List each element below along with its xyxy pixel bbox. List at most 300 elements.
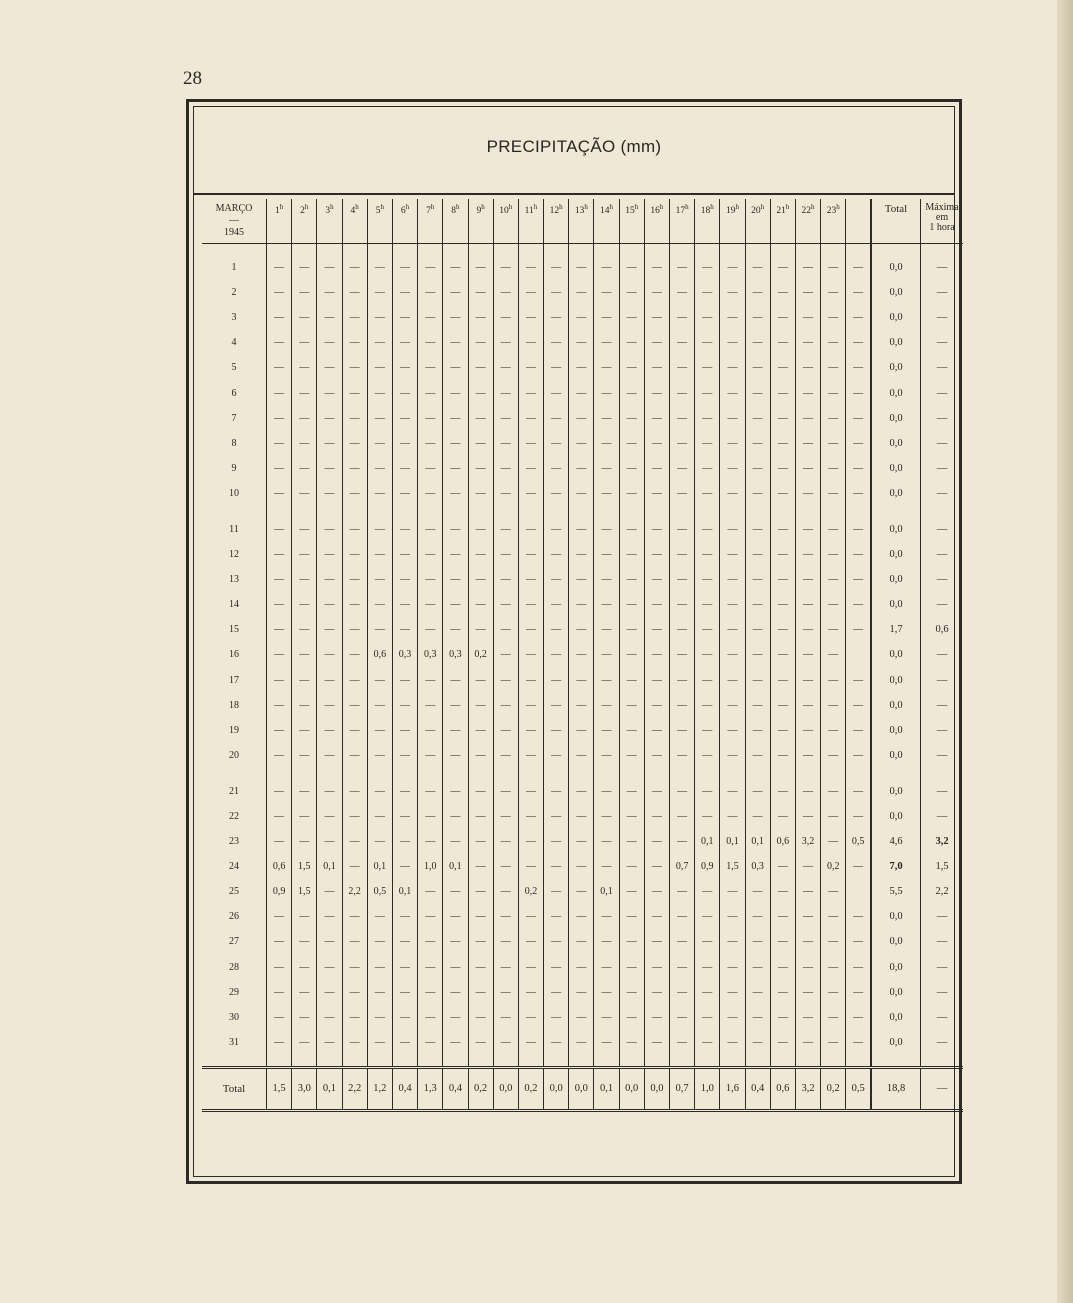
hour-header: 14$^h$ bbox=[594, 199, 619, 244]
hour-cell: — bbox=[292, 804, 317, 829]
hour-header: 18$^h$ bbox=[695, 199, 720, 244]
hour-cell: — bbox=[443, 431, 468, 456]
hour-cell bbox=[846, 879, 871, 904]
hour-cell: — bbox=[443, 829, 468, 854]
hour-cell: — bbox=[795, 406, 820, 431]
totals-label: Total bbox=[202, 1067, 267, 1110]
hour-cell: — bbox=[670, 330, 695, 355]
max-hour-cell: — bbox=[921, 355, 964, 380]
hour-cell: — bbox=[518, 1005, 543, 1030]
hour-cell: — bbox=[518, 406, 543, 431]
hour-cell: — bbox=[695, 542, 720, 567]
hour-cell: — bbox=[342, 668, 367, 693]
hour-cell: — bbox=[745, 668, 770, 693]
hour-cell: — bbox=[745, 693, 770, 718]
hour-cell: — bbox=[770, 779, 795, 804]
hour-total-cell: 1,5 bbox=[267, 1067, 292, 1110]
table-row bbox=[202, 280, 963, 305]
max-hour-cell: — bbox=[921, 280, 964, 305]
hour-cell: — bbox=[795, 1030, 820, 1055]
hour-cell: — bbox=[392, 406, 417, 431]
hour-cell: — bbox=[745, 517, 770, 542]
hour-cell: — bbox=[468, 517, 493, 542]
hour-cell: — bbox=[292, 431, 317, 456]
hour-cell: — bbox=[493, 567, 518, 592]
hour-cell: — bbox=[267, 431, 292, 456]
hour-cell: — bbox=[846, 481, 871, 506]
hour-cell: — bbox=[619, 668, 644, 693]
hour-cell: — bbox=[846, 517, 871, 542]
hour-cell: — bbox=[493, 355, 518, 380]
hour-cell: — bbox=[292, 955, 317, 980]
hour-cell: — bbox=[443, 542, 468, 567]
hour-cell: — bbox=[342, 255, 367, 280]
hour-cell: — bbox=[670, 980, 695, 1005]
hour-header: 5$^h$ bbox=[367, 199, 392, 244]
hour-cell: — bbox=[317, 779, 342, 804]
hour-cell: — bbox=[720, 743, 745, 768]
hour-cell: — bbox=[518, 431, 543, 456]
hour-cell: — bbox=[821, 693, 846, 718]
hour-cell: — bbox=[720, 481, 745, 506]
hour-cell: — bbox=[569, 456, 594, 481]
hour-cell: — bbox=[795, 718, 820, 743]
hour-cell: — bbox=[569, 1005, 594, 1030]
hour-cell: — bbox=[619, 255, 644, 280]
total-cell: 0,0 bbox=[871, 693, 921, 718]
hour-cell: — bbox=[518, 542, 543, 567]
table-row bbox=[202, 854, 963, 879]
hour-cell: — bbox=[821, 1005, 846, 1030]
table-row bbox=[202, 456, 963, 481]
hour-total-cell: 0,2 bbox=[518, 1067, 543, 1110]
hour-cell: — bbox=[569, 829, 594, 854]
hour-cell: — bbox=[292, 481, 317, 506]
hour-cell: — bbox=[468, 431, 493, 456]
max-hour-cell: — bbox=[921, 1005, 964, 1030]
hour-cell: — bbox=[770, 804, 795, 829]
max-hour-header bbox=[921, 199, 964, 244]
spacer-row bbox=[202, 768, 963, 779]
hour-cell: — bbox=[846, 929, 871, 954]
hour-cell: — bbox=[493, 255, 518, 280]
hour-cell: — bbox=[619, 481, 644, 506]
hour-cell: — bbox=[594, 355, 619, 380]
hour-cell: — bbox=[518, 517, 543, 542]
hour-cell: — bbox=[795, 980, 820, 1005]
hour-cell: — bbox=[846, 617, 871, 642]
hour-cell: — bbox=[342, 693, 367, 718]
precipitation-table bbox=[202, 199, 963, 1112]
hour-cell: — bbox=[569, 380, 594, 405]
hour-cell: — bbox=[770, 456, 795, 481]
hour-header: 15$^h$ bbox=[619, 199, 644, 244]
hour-cell: — bbox=[594, 854, 619, 879]
spacer-row bbox=[202, 1055, 963, 1068]
hour-cell: — bbox=[670, 904, 695, 929]
hour-cell: — bbox=[720, 904, 745, 929]
hour-cell: — bbox=[644, 904, 669, 929]
hour-cell: — bbox=[544, 592, 569, 617]
hour-cell: — bbox=[518, 330, 543, 355]
hour-cell: — bbox=[619, 280, 644, 305]
hour-cell: — bbox=[795, 779, 820, 804]
hour-cell: 0,3 bbox=[745, 854, 770, 879]
hour-cell: — bbox=[795, 668, 820, 693]
hour-cell: — bbox=[367, 305, 392, 330]
hour-cell: — bbox=[292, 980, 317, 1005]
hour-cell: — bbox=[569, 955, 594, 980]
hour-cell: — bbox=[846, 743, 871, 768]
hour-cell: — bbox=[544, 542, 569, 567]
hour-cell: — bbox=[317, 305, 342, 330]
hour-cell: — bbox=[418, 380, 443, 405]
hour-cell: — bbox=[342, 481, 367, 506]
hour-cell: — bbox=[695, 280, 720, 305]
hour-cell: — bbox=[770, 743, 795, 768]
hour-cell: — bbox=[695, 431, 720, 456]
hour-cell: — bbox=[544, 718, 569, 743]
hour-cell: — bbox=[367, 592, 392, 617]
hour-cell: 0,1 bbox=[443, 854, 468, 879]
table-frame-inner bbox=[193, 106, 959, 1177]
hour-cell: — bbox=[292, 779, 317, 804]
hour-cell: 0,6 bbox=[367, 642, 392, 667]
hour-cell: — bbox=[846, 280, 871, 305]
hour-total-cell: 0,4 bbox=[443, 1067, 468, 1110]
hour-cell: — bbox=[518, 456, 543, 481]
hour-cell: — bbox=[594, 1005, 619, 1030]
hour-cell: — bbox=[544, 481, 569, 506]
hour-cell: — bbox=[267, 693, 292, 718]
hour-cell: — bbox=[619, 542, 644, 567]
hour-cell: — bbox=[644, 1030, 669, 1055]
hour-cell: — bbox=[745, 542, 770, 567]
hour-cell: — bbox=[544, 743, 569, 768]
day-cell: 18 bbox=[229, 699, 239, 711]
hour-cell: — bbox=[544, 693, 569, 718]
hour-cell: — bbox=[367, 330, 392, 355]
hour-cell bbox=[846, 642, 871, 667]
hour-cell: — bbox=[644, 305, 669, 330]
day-cell: 9 bbox=[231, 462, 237, 474]
day-cell: 11 bbox=[229, 523, 239, 535]
hour-cell: — bbox=[594, 431, 619, 456]
day-cell: 14 bbox=[229, 599, 239, 611]
hour-cell: — bbox=[317, 829, 342, 854]
day-cell: 16 bbox=[229, 649, 239, 661]
total-cell: 1,7 bbox=[871, 617, 921, 642]
hour-cell: — bbox=[292, 617, 317, 642]
hour-cell: — bbox=[745, 642, 770, 667]
hour-cell: — bbox=[292, 567, 317, 592]
grand-max-cell: — bbox=[921, 1067, 964, 1110]
max-hour-cell: — bbox=[921, 779, 964, 804]
table-row bbox=[202, 406, 963, 431]
hour-cell: — bbox=[367, 406, 392, 431]
hour-cell: — bbox=[745, 804, 770, 829]
hour-cell: — bbox=[770, 355, 795, 380]
hour-cell: 0,2 bbox=[468, 642, 493, 667]
hour-cell: — bbox=[821, 355, 846, 380]
total-cell: 0,0 bbox=[871, 1030, 921, 1055]
hour-cell: — bbox=[670, 567, 695, 592]
hour-cell: — bbox=[292, 280, 317, 305]
hour-header: 21$^h$ bbox=[770, 199, 795, 244]
hour-cell: — bbox=[443, 355, 468, 380]
hour-cell: — bbox=[821, 280, 846, 305]
hour-header: 3$^h$ bbox=[317, 199, 342, 244]
table-row bbox=[202, 743, 963, 768]
max-hour-cell: — bbox=[921, 668, 964, 693]
hour-cell: — bbox=[720, 642, 745, 667]
hour-cell: — bbox=[795, 854, 820, 879]
max-hour-cell: — bbox=[921, 980, 964, 1005]
hour-cell: 0,7 bbox=[670, 854, 695, 879]
hour-cell: — bbox=[342, 542, 367, 567]
hour-cell: — bbox=[493, 305, 518, 330]
max-hour-cell: — bbox=[921, 255, 964, 280]
hour-total-cell: 1,3 bbox=[418, 1067, 443, 1110]
hour-cell: — bbox=[821, 456, 846, 481]
hour-cell: — bbox=[544, 617, 569, 642]
hour-cell: — bbox=[342, 617, 367, 642]
table-row bbox=[202, 517, 963, 542]
hour-cell: — bbox=[594, 718, 619, 743]
hour-cell: — bbox=[569, 642, 594, 667]
hour-cell: — bbox=[770, 904, 795, 929]
hour-cell: — bbox=[518, 904, 543, 929]
hour-cell: — bbox=[418, 955, 443, 980]
hour-cell: — bbox=[695, 642, 720, 667]
hour-cell: — bbox=[670, 431, 695, 456]
hour-cell: — bbox=[443, 481, 468, 506]
hour-cell: — bbox=[493, 481, 518, 506]
hour-cell: — bbox=[518, 642, 543, 667]
hour-cell: — bbox=[821, 804, 846, 829]
hour-cell: — bbox=[267, 929, 292, 954]
hour-cell: — bbox=[518, 481, 543, 506]
hour-cell: — bbox=[267, 330, 292, 355]
day-cell: 26 bbox=[229, 911, 239, 923]
hour-cell: — bbox=[644, 693, 669, 718]
hour-cell: — bbox=[418, 431, 443, 456]
hour-cell: — bbox=[670, 955, 695, 980]
table-row bbox=[202, 255, 963, 280]
hour-cell: — bbox=[821, 617, 846, 642]
hour-cell: — bbox=[392, 1030, 417, 1055]
hour-cell: — bbox=[267, 1030, 292, 1055]
hour-cell: — bbox=[468, 718, 493, 743]
hour-cell: — bbox=[644, 980, 669, 1005]
hour-cell: — bbox=[342, 567, 367, 592]
hour-cell: — bbox=[770, 718, 795, 743]
hour-cell: — bbox=[594, 255, 619, 280]
max-hour-cell: — bbox=[921, 406, 964, 431]
hour-cell: — bbox=[367, 1030, 392, 1055]
hour-cell: 0,3 bbox=[418, 642, 443, 667]
hour-cell: — bbox=[745, 743, 770, 768]
hour-cell: — bbox=[443, 380, 468, 405]
total-cell: 0,0 bbox=[871, 431, 921, 456]
hour-cell: — bbox=[644, 879, 669, 904]
hour-cell: — bbox=[594, 955, 619, 980]
hour-cell: — bbox=[392, 693, 417, 718]
table-row bbox=[202, 829, 963, 854]
max-hour-cell: — bbox=[921, 592, 964, 617]
day-cell: 6 bbox=[231, 387, 237, 399]
hour-cell: — bbox=[342, 456, 367, 481]
hour-cell: — bbox=[821, 517, 846, 542]
hour-header: 4$^h$ bbox=[342, 199, 367, 244]
grand-total-cell: 18,8 bbox=[871, 1067, 921, 1110]
hour-cell: — bbox=[695, 743, 720, 768]
hour-cell: — bbox=[670, 929, 695, 954]
total-cell: 0,0 bbox=[871, 779, 921, 804]
hour-cell: — bbox=[418, 255, 443, 280]
max-hour-cell: — bbox=[921, 542, 964, 567]
hour-cell: — bbox=[418, 904, 443, 929]
hour-cell: — bbox=[443, 879, 468, 904]
table-title: PRECIPITAÇÃO (mm) bbox=[486, 137, 662, 156]
hour-cell: — bbox=[770, 517, 795, 542]
total-cell: 0,0 bbox=[871, 929, 921, 954]
hour-cell: — bbox=[619, 743, 644, 768]
hour-cell: — bbox=[468, 904, 493, 929]
day-cell: 1 bbox=[231, 262, 237, 274]
hour-header: 9$^h$ bbox=[468, 199, 493, 244]
hour-cell: — bbox=[418, 406, 443, 431]
hour-cell: — bbox=[418, 693, 443, 718]
hour-cell: — bbox=[594, 829, 619, 854]
hour-cell: — bbox=[418, 804, 443, 829]
hour-cell: — bbox=[795, 280, 820, 305]
hour-cell: — bbox=[544, 431, 569, 456]
hour-cell: — bbox=[443, 668, 468, 693]
hour-cell: — bbox=[695, 980, 720, 1005]
hour-total-cell: 1,6 bbox=[720, 1067, 745, 1110]
hour-cell: — bbox=[443, 567, 468, 592]
hour-cell: 0,1 bbox=[594, 879, 619, 904]
hour-cell: — bbox=[821, 779, 846, 804]
hour-cell: — bbox=[821, 330, 846, 355]
hour-cell: — bbox=[670, 456, 695, 481]
total-cell: 0,0 bbox=[871, 567, 921, 592]
hour-cell: — bbox=[468, 668, 493, 693]
hour-cell: — bbox=[745, 255, 770, 280]
hour-cell: — bbox=[544, 879, 569, 904]
hour-cell: — bbox=[342, 431, 367, 456]
hour-cell: — bbox=[720, 517, 745, 542]
hour-cell: — bbox=[493, 668, 518, 693]
hour-cell: — bbox=[392, 481, 417, 506]
day-cell: 30 bbox=[229, 1011, 239, 1023]
hour-header: 10$^h$ bbox=[493, 199, 518, 244]
hour-cell: — bbox=[392, 804, 417, 829]
hour-cell: — bbox=[846, 804, 871, 829]
table-row bbox=[202, 592, 963, 617]
table-row bbox=[202, 980, 963, 1005]
hour-cell: — bbox=[367, 255, 392, 280]
hour-header: 2$^h$ bbox=[292, 199, 317, 244]
day-cell: 3 bbox=[231, 312, 237, 324]
hour-cell: — bbox=[821, 305, 846, 330]
day-cell: 5 bbox=[231, 362, 237, 374]
hour-cell: — bbox=[544, 854, 569, 879]
total-cell: 0,0 bbox=[871, 255, 921, 280]
hour-cell: — bbox=[493, 804, 518, 829]
hour-cell: — bbox=[720, 718, 745, 743]
total-cell: 0,0 bbox=[871, 305, 921, 330]
hour-cell: — bbox=[468, 567, 493, 592]
table-row bbox=[202, 955, 963, 980]
hour-cell: — bbox=[292, 668, 317, 693]
hour-cell: — bbox=[392, 955, 417, 980]
hour-cell: — bbox=[695, 955, 720, 980]
hour-cell: — bbox=[418, 456, 443, 481]
hour-cell: — bbox=[292, 355, 317, 380]
hour-cell: — bbox=[619, 642, 644, 667]
hour-cell: — bbox=[267, 1005, 292, 1030]
hour-cell: — bbox=[544, 1005, 569, 1030]
hour-cell: — bbox=[644, 481, 669, 506]
hour-cell: 0,9 bbox=[267, 879, 292, 904]
hour-cell: — bbox=[821, 829, 846, 854]
hour-cell: — bbox=[569, 406, 594, 431]
hour-cell: — bbox=[392, 617, 417, 642]
hour-cell: — bbox=[795, 879, 820, 904]
hour-cell: — bbox=[443, 406, 468, 431]
table-row bbox=[202, 542, 963, 567]
hour-cell: — bbox=[418, 481, 443, 506]
hour-cell: — bbox=[418, 305, 443, 330]
hour-cell: — bbox=[317, 517, 342, 542]
max-hour-cell: — bbox=[921, 567, 964, 592]
hour-cell: — bbox=[745, 355, 770, 380]
hour-cell: — bbox=[594, 330, 619, 355]
hour-cell: — bbox=[342, 380, 367, 405]
max-hour-header-line: em bbox=[935, 212, 949, 223]
hour-cell: — bbox=[670, 779, 695, 804]
hour-cell: — bbox=[518, 255, 543, 280]
hour-cell: — bbox=[267, 380, 292, 405]
hour-cell: — bbox=[695, 904, 720, 929]
hour-cell: — bbox=[569, 617, 594, 642]
hour-cell: — bbox=[795, 904, 820, 929]
hour-cell: — bbox=[468, 406, 493, 431]
hour-cell: — bbox=[367, 617, 392, 642]
hour-cell: — bbox=[846, 1030, 871, 1055]
hour-cell: — bbox=[317, 743, 342, 768]
hour-cell: — bbox=[795, 642, 820, 667]
hour-cell: — bbox=[544, 980, 569, 1005]
max-hour-cell: — bbox=[921, 305, 964, 330]
hour-cell: — bbox=[468, 980, 493, 1005]
hour-cell: — bbox=[518, 355, 543, 380]
hour-cell: — bbox=[670, 617, 695, 642]
hour-cell: — bbox=[418, 743, 443, 768]
hour-cell: — bbox=[795, 355, 820, 380]
hour-cell: — bbox=[267, 255, 292, 280]
hour-cell: — bbox=[518, 743, 543, 768]
day-cell: 21 bbox=[229, 785, 239, 797]
hour-cell: — bbox=[367, 743, 392, 768]
hour-cell: — bbox=[317, 929, 342, 954]
hour-cell: — bbox=[720, 330, 745, 355]
hour-cell: — bbox=[745, 431, 770, 456]
hour-cell: 0,9 bbox=[695, 854, 720, 879]
hour-cell: — bbox=[317, 280, 342, 305]
